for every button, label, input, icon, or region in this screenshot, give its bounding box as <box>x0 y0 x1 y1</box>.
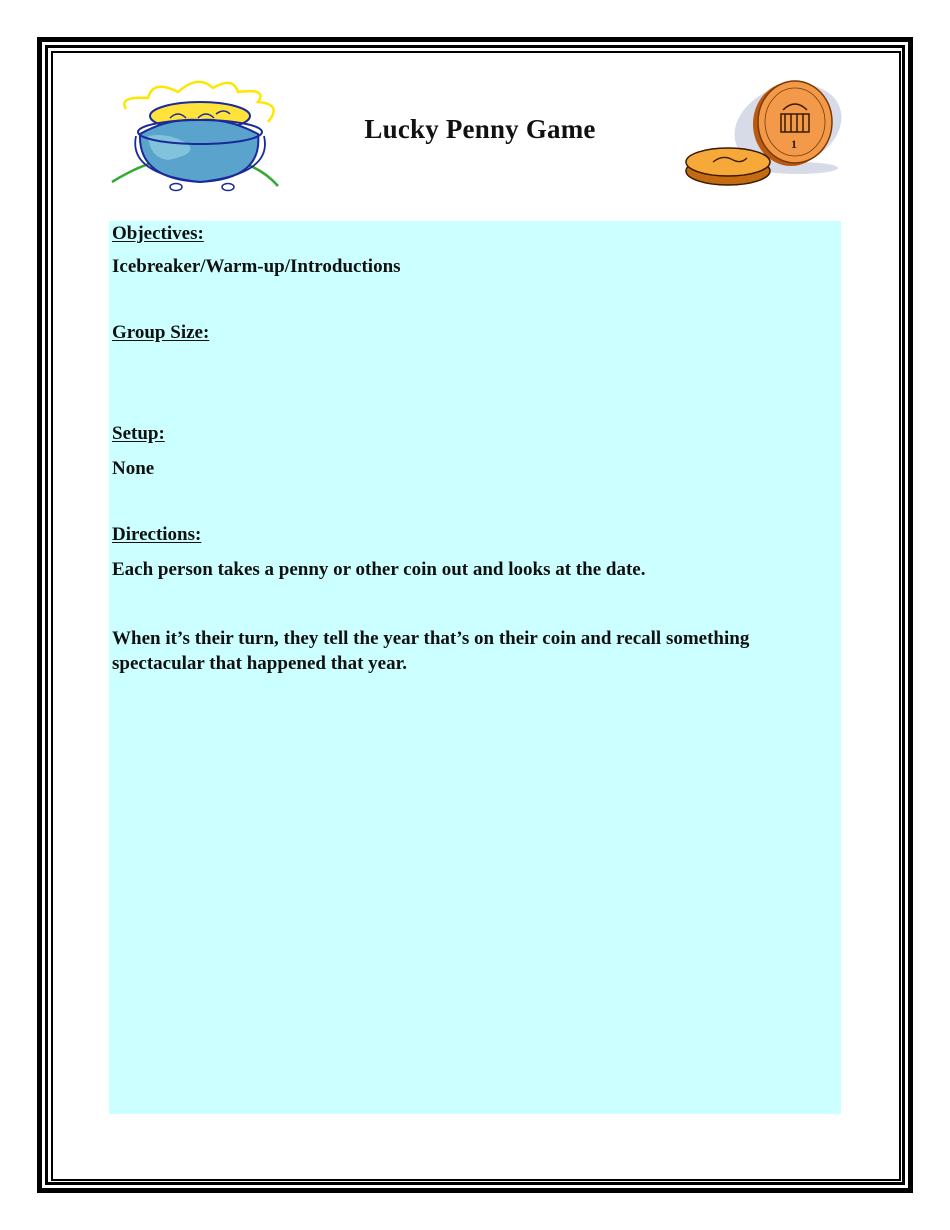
penny-coins-icon <box>683 76 845 188</box>
objectives-heading: Objectives: <box>112 223 204 244</box>
svg-text:1: 1 <box>791 137 797 151</box>
directions-text-2: When it’s their turn, they tell the year that’s on their coin and recall something spectacular that happened that year. <box>112 628 750 674</box>
page-title: Lucky Penny Game <box>364 114 596 144</box>
directions-text-1: Each person takes a penny or other coin out and looks at the date. <box>112 559 646 580</box>
setup-heading: Setup: <box>112 423 165 444</box>
group-size-heading: Group Size: <box>112 322 210 343</box>
directions-heading: Directions: <box>112 524 202 545</box>
content-panel <box>109 221 841 1114</box>
setup-text: None <box>112 458 155 479</box>
pot-of-gold-icon <box>108 74 288 194</box>
objectives-text: Icebreaker/Warm-up/Introductions <box>112 256 401 277</box>
